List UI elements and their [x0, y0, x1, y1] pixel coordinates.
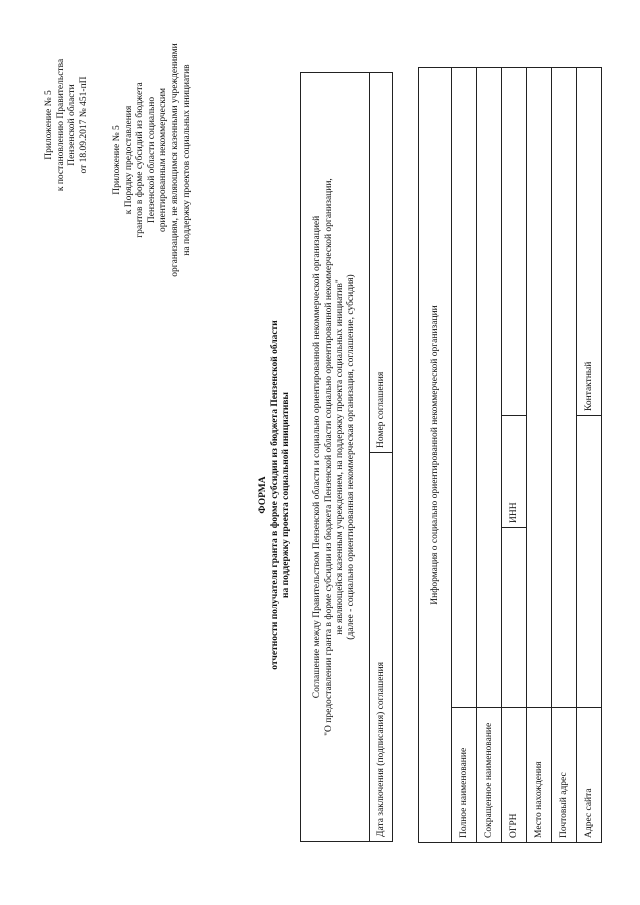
- appendix-order-header: [112, 5, 193, 315]
- inn-label: ИНН: [502, 416, 527, 528]
- website-value[interactable]: [577, 416, 602, 708]
- postal-address-value[interactable]: [552, 68, 577, 708]
- agreement-description-cell: [301, 73, 370, 842]
- postal-address-label: Почтовый адрес: [552, 708, 577, 843]
- contact-label: Контактный: [577, 68, 602, 416]
- form-heading: [258, 215, 293, 775]
- short-name-label: Сокращенное наименование: [477, 708, 502, 843]
- website-label: Адрес сайта: [577, 708, 602, 843]
- appendix-decree-line: к постановлению Правительства: [55, 58, 66, 192]
- agreement-date-label: Дата заключения (подписания) соглашения: [370, 453, 393, 842]
- full-name-label: Полное наименование: [452, 708, 477, 843]
- ogrn-label: ОГРН: [502, 708, 527, 843]
- appendix-decree-header: [44, 50, 90, 200]
- short-name-value[interactable]: [477, 68, 502, 708]
- appendix-order-line: ориентированным некоммерческим: [158, 87, 169, 233]
- appendix-order-line: на поддержку проектов социальных инициатив: [181, 64, 192, 256]
- appendix-order-line: грантов в форме субсидий из бюджета: [135, 82, 146, 238]
- agreement-table: [300, 72, 393, 842]
- ogrn-value[interactable]: [502, 528, 527, 708]
- org-info-heading: Информация о социально ориентированной некоммерческой организации: [419, 68, 452, 843]
- location-label: Место нахождения: [527, 708, 552, 843]
- appendix-order-line: организациям, не являющимся казенными учреждениями: [169, 43, 180, 277]
- appendix-decree-line: Пензенской области: [67, 84, 78, 166]
- form-subtitle-line: отчетности получателя гранта в форме субсидии из бюджета Пензенской области: [269, 320, 280, 670]
- form-title: ФОРМА: [258, 476, 268, 514]
- appendix-decree-line: от 18.09.2017 № 451-пП: [78, 76, 89, 174]
- agreement-line: "О предоставлении гранта в форме субсидии из бюджета Пензенской области социально ориентированной некоммерческой организации,: [323, 178, 334, 736]
- agreement-line: (далее - социально ориентированная некоммерческая организация, соглашение, субсидия): [346, 274, 357, 640]
- agreement-line: не являющейся казенным учреждением, на поддержку проекта социальных инициатив": [335, 279, 345, 635]
- inn-value[interactable]: [502, 68, 527, 416]
- full-name-value[interactable]: [452, 68, 477, 708]
- form-subtitle-line: на поддержку проекта социальной инициативы: [281, 392, 292, 598]
- agreement-line: Соглашение между Правительством Пензенской области и социально ориентированной некоммерческой организацией: [312, 215, 323, 699]
- appendix-order-line: Приложение № 5: [112, 125, 122, 195]
- agreement-number-label: Номер соглашения: [370, 73, 393, 453]
- org-info-table: [418, 67, 602, 843]
- location-value[interactable]: [527, 68, 552, 708]
- appendix-order-line: к Порядку предоставления: [123, 105, 134, 215]
- appendix-order-line: Пензенской области социально: [146, 96, 157, 224]
- appendix-decree-line: Приложение № 5: [44, 90, 54, 160]
